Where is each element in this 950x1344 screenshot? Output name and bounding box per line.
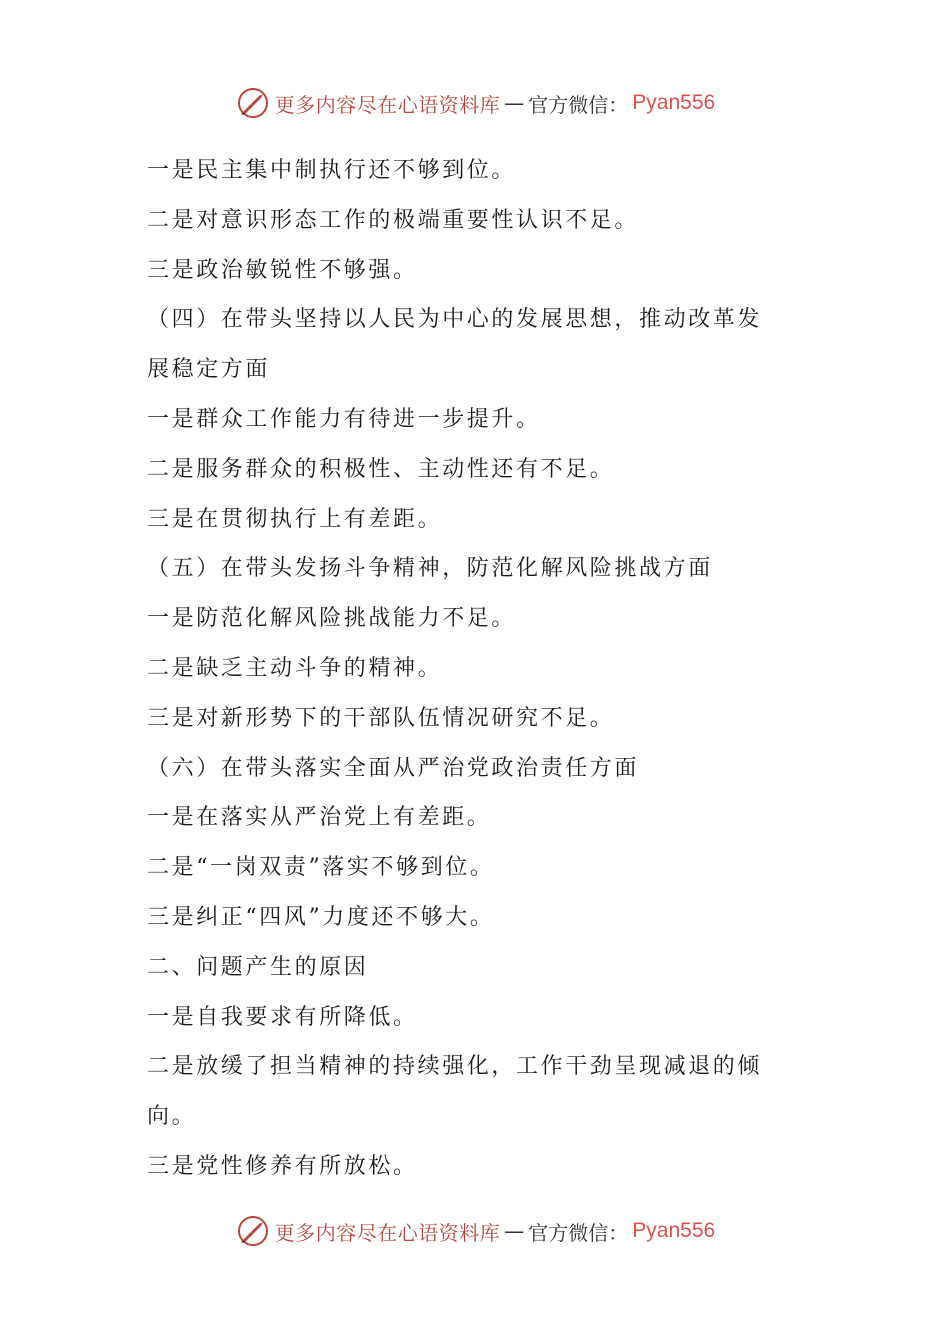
text-line: 一是民主集中制执行还不够到位。 — [147, 158, 517, 183]
footer-banner-separator: — — [504, 1219, 525, 1243]
footer-banner-inner — [235, 1213, 715, 1249]
document-body — [147, 146, 812, 1192]
text-line: 二是“一岗双责”落实不够到位。 — [147, 855, 495, 881]
text-line: 三是纠正“四风”力度还不够大。 — [147, 904, 495, 930]
text-line: 二是对意识形态工作的极端重要性认识不足。 — [147, 207, 640, 233]
section-heading-line: 二、问题产生的原因 — [147, 954, 369, 980]
pen-logo-icon — [235, 85, 271, 121]
text-line: 二是放缓了担当精神的持续强化，工作干劲呈现减退的倾 — [147, 1054, 763, 1080]
header-wechat-id: Pyan556 — [632, 91, 716, 114]
header-banner-text: 更多内容尽在心语资料库 — [274, 92, 501, 117]
text-line: 三是对新形势下的干部队伍情况研究不足。 — [147, 705, 615, 731]
text-line: 向。 — [147, 1104, 197, 1130]
header-banner — [0, 83, 950, 123]
section-heading-line: （四）在带头坚持以人民为中心的发展思想，推动改革发 — [147, 307, 763, 333]
header-wechat-label: 官方微信： — [528, 92, 629, 117]
footer-wechat-id: Pyan556 — [632, 1219, 716, 1242]
text-line: 一是自我要求有所降低。 — [147, 1004, 418, 1030]
text-line: 三是政治敏锐性不够强。 — [147, 257, 418, 283]
header-banner-inner — [235, 85, 715, 121]
text-line: 二是服务群众的积极性、主动性还有不足。 — [147, 456, 615, 482]
pen-logo-icon — [235, 1213, 271, 1249]
footer-banner-text: 更多内容尽在心语资料库 — [274, 1220, 501, 1245]
text-line: 一是群众工作能力有待进一步提升。 — [147, 406, 541, 432]
section-heading-line: （六）在带头落实全面从严治党政治责任方面 — [147, 755, 640, 781]
section-heading-line: 展稳定方面 — [147, 357, 271, 383]
footer-wechat-label: 官方微信： — [528, 1220, 629, 1245]
text-line: 一是防范化解风险挑战能力不足。 — [147, 606, 517, 632]
header-banner-separator: — — [504, 91, 525, 115]
footer-banner — [0, 1211, 950, 1251]
text-line: 一是在落实从严治党上有差距。 — [147, 805, 492, 831]
text-line: 三是在贯彻执行上有差距。 — [147, 506, 443, 532]
section-heading-line: （五）在带头发扬斗争精神，防范化解风险挑战方面 — [147, 556, 713, 582]
text-line: 二是缺乏主动斗争的精神。 — [147, 655, 443, 681]
text-line: 三是党性修养有所放松。 — [147, 1153, 418, 1179]
